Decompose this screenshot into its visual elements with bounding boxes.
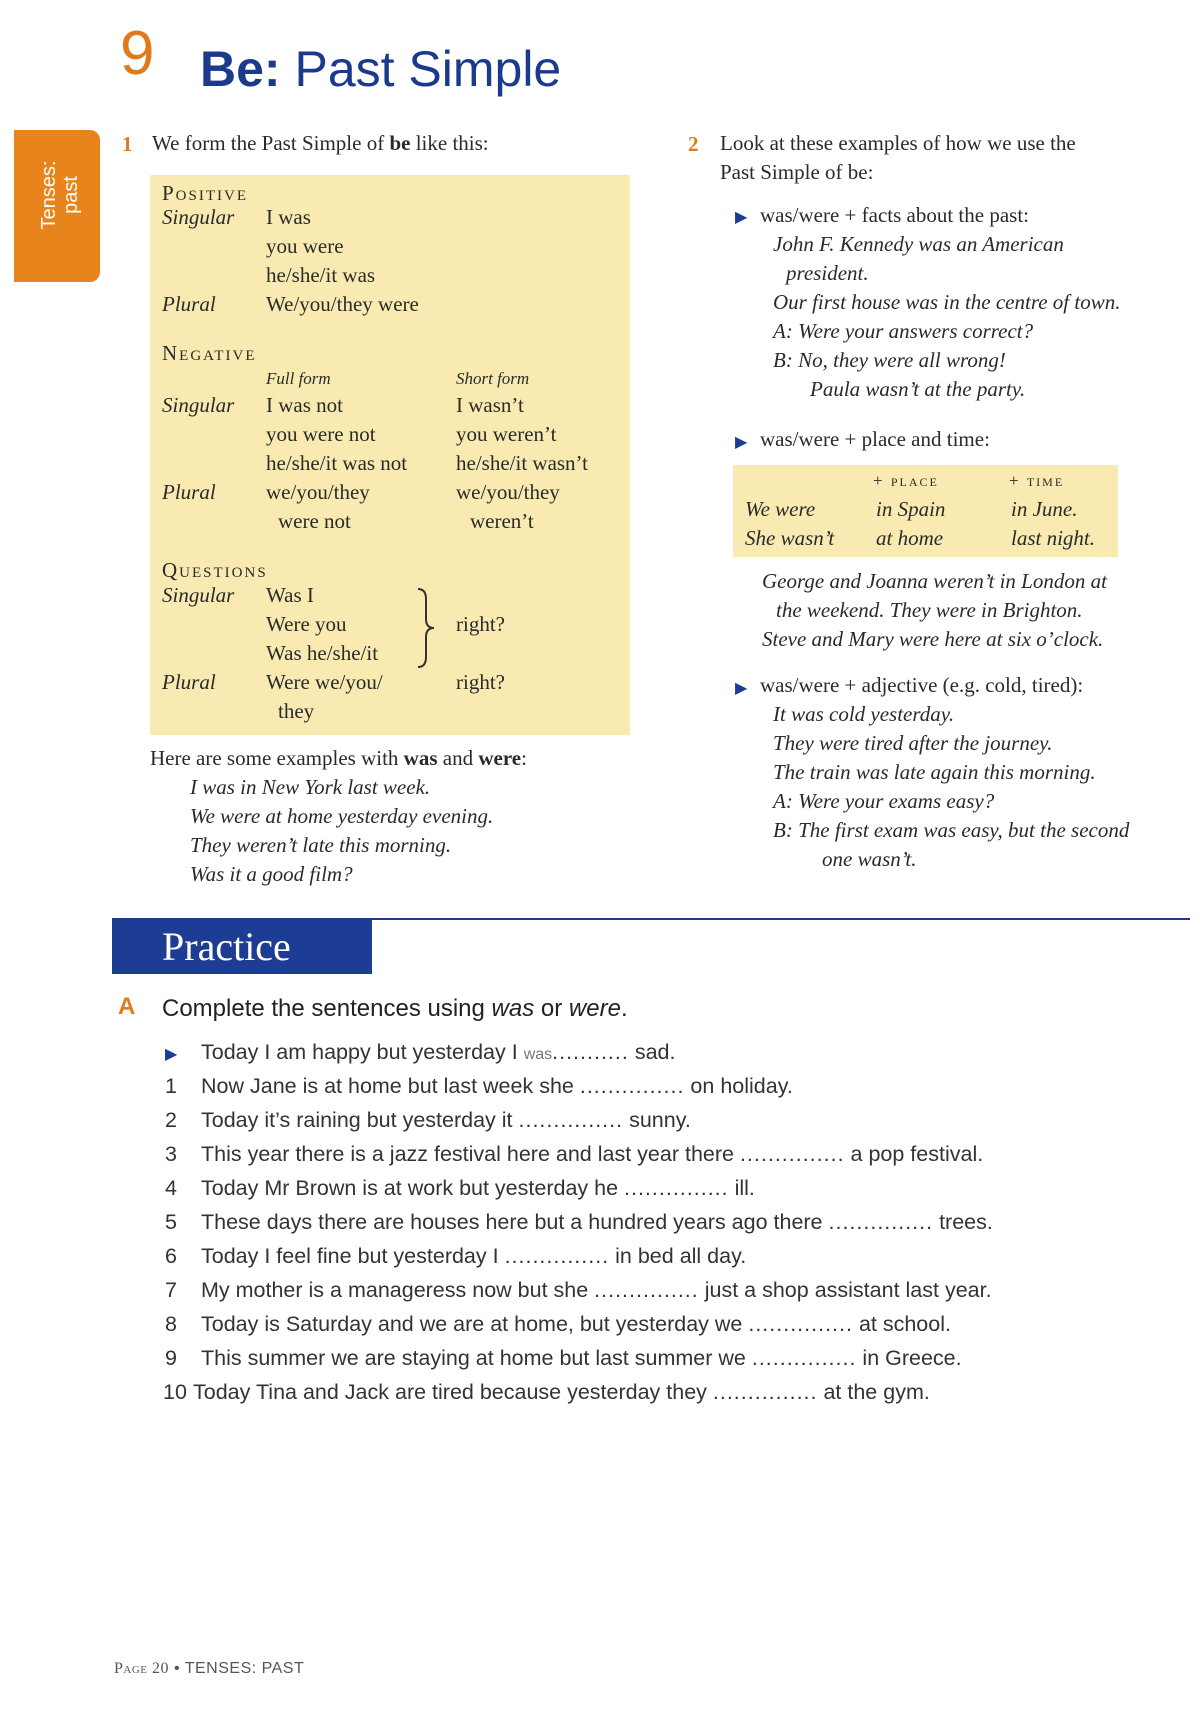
instruction-text: Complete the sentences using [162,995,492,1022]
bullet-3-line: A: Were your exams easy? [773,789,995,813]
positive-row: I was [266,205,311,229]
item-text: Today I feel fine but yesterday I [201,1244,505,1268]
item-text: Now Jane is at home but last week she [201,1074,580,1098]
negative-short: weren’t [470,509,534,533]
bullet-1-line: Our first house was in the centre of town. [773,290,1121,314]
item-number: 10 [163,1380,187,1404]
item-text: Today it’s raining but yesterday it [201,1108,519,1132]
bullet-2-line: Steve and Mary were here at six o’clock. [762,627,1104,651]
item-number: 7 [165,1278,177,1302]
negative-short: we/you/they [456,480,560,504]
footer-section: TENSES: PAST [184,1660,305,1677]
item-text-end: at the gym. [817,1380,930,1404]
questions-singular-label: Singular [162,583,235,607]
example-sentence: I was in New York last week. [190,775,431,799]
exercise-instruction [162,995,628,1023]
negative-plural-label: Plural [162,480,216,504]
item-text-end: on holiday. [684,1074,793,1098]
bullet-2-line: George and Joanna weren’t in London at [762,569,1107,593]
answer-blank[interactable]: ............... [624,1176,729,1200]
bullet-1-line: B: No, they were all wrong! [773,348,1006,372]
side-tab-line2: past [60,176,82,214]
item-number: 6 [165,1244,177,1268]
section-2-number: 2 [688,132,699,156]
negative-full: were not [278,509,351,533]
bullet-3-line: one wasn’t. [822,847,917,871]
bullet-1-line: John F. Kennedy was an American [773,232,1064,256]
question-row: Were we/you/ [266,670,383,694]
item-text: Today Tina and Jack are tired because yesterday they [193,1380,713,1404]
page-title [200,40,561,98]
negative-heading: Negative [162,341,257,365]
item-text: This year there is a jazz festival here and last year there [201,1142,740,1166]
answer-blank: ........... [552,1040,629,1064]
answer-blank[interactable]: ............... [594,1278,699,1302]
item-text-end: a pop festival. [844,1142,984,1166]
exercise-item [165,1312,951,1337]
bullet-arrow-icon: ▶ [735,680,748,697]
negative-short: you weren’t [456,422,557,446]
negative-full: we/you/they [266,480,370,504]
bullet-arrow-icon: ▶ [735,209,748,226]
bullet-3-line: B: The first exam was easy, but the second [773,818,1130,842]
table-cell: We were [745,497,816,521]
question-tail: right? [456,670,505,694]
item-text-end: ill. [728,1176,755,1200]
negative-singular-label: Singular [162,393,235,417]
example-item [165,1040,675,1065]
bullet-1-line: Paula wasn’t at the party. [810,377,1026,401]
positive-row: We/you/they were [266,292,419,316]
item-text: This summer we are staying at home but last summer we [201,1346,752,1370]
item-text: These days there are houses here but a hundred years ago there [201,1210,829,1234]
table-header-place: + place [873,471,939,490]
item-number: 8 [165,1312,177,1336]
item-number: 4 [165,1176,177,1200]
instruction-or: or [534,995,569,1022]
bullet-3-line: The train was late again this morning. [773,760,1096,784]
side-tab-line1: Tenses: [38,160,60,230]
practice-title: Practice [162,924,291,969]
item-number: 9 [165,1346,177,1370]
curly-brace-icon [414,587,436,669]
answer-blank[interactable]: ............... [751,1346,857,1370]
table-cell: She wasn’t [745,526,835,550]
bullet-arrow-icon: ▶ [735,434,748,451]
negative-full: I was not [266,393,343,417]
positive-row: he/she/it was [266,263,376,287]
answer-blank[interactable]: ............... [518,1108,624,1132]
bullet-2-head: was/were + place and time: [760,427,990,451]
table-cell: at home [876,526,944,550]
item-number: 5 [165,1210,177,1234]
negative-short: he/she/it wasn’t [456,451,589,475]
questions-heading: Questions [162,558,268,582]
play-arrow-icon: ▶ [165,1046,178,1063]
item-number: 2 [165,1108,177,1132]
positive-singular-label: Singular [162,205,235,229]
instruction-period: . [620,995,628,1022]
bullet-3-line: They were tired after the journey. [773,731,1053,755]
title-bold: Be: [200,41,281,97]
table-cell: in Spain [876,497,946,521]
negative-short: I wasn’t [456,393,524,417]
instruction-was: was [491,995,535,1022]
item-text-end: sunny. [623,1108,691,1132]
grammar-table-box [150,175,630,735]
item-number: 1 [165,1074,177,1098]
exercise-item [165,1176,755,1201]
answer-blank[interactable]: ............... [739,1142,845,1166]
item-number: 3 [165,1142,177,1166]
answer-blank[interactable]: ............... [579,1074,685,1098]
footer-page-number: Page 20 [114,1660,170,1677]
section-side-tab [14,130,100,282]
exercise-item [165,1142,983,1167]
positive-heading: Positive [162,181,249,205]
answer-blank[interactable]: ............... [748,1312,853,1336]
item-text-end: just a shop assistant last year. [698,1278,992,1302]
exercise-item [165,1278,992,1303]
short-form-label: Short form [456,369,530,388]
examples-intro-were: were [478,746,522,770]
section-2-intro-2: Past Simple of be: [720,160,874,184]
bullet-1-head: was/were + facts about the past: [760,203,1030,227]
instruction-were: were [568,995,621,1022]
item-text: Today I am happy but yesterday I [201,1040,524,1064]
intro-bold: be [389,131,411,155]
examples-intro-text: Here are some examples with [150,746,404,770]
question-row: Were you [266,612,347,636]
table-header-time: + time [1009,471,1065,490]
examples-intro [150,744,527,773]
example-answer: was [523,1046,553,1063]
example-sentence: They weren’t late this morning. [190,833,452,857]
exercise-letter: A [118,993,136,1020]
title-rest: Past Simple [280,41,562,97]
answer-blank[interactable]: ............... [504,1244,610,1268]
question-row: Was I [266,583,314,607]
bullet-2-line: the weekend. They were in Brighton. [776,598,1083,622]
question-tail: right? [456,612,505,636]
section-2-intro: Look at these examples of how we use the [720,131,1076,155]
item-text: Today Mr Brown is at work but yesterday he [201,1176,625,1200]
exercise-item [165,1108,691,1133]
examples-intro-colon: : [521,746,527,770]
intro-text-end: like this: [410,131,489,155]
questions-plural-label: Plural [162,670,216,694]
section-1-intro [152,129,489,158]
bullet-3-line: It was cold yesterday. [773,702,955,726]
example-sentence: We were at home yesterday evening. [190,804,494,828]
examples-intro-was: was [403,746,438,770]
full-form-label: Full form [266,369,331,388]
bullet-3-head: was/were + adjective (e.g. cold, tired): [760,673,1084,697]
example-sentence: Was it a good film? [190,862,353,886]
section-1-number: 1 [122,132,133,156]
bullet-1-line: A: Were your answers correct? [773,319,1034,343]
table-cell: last night. [1011,526,1096,550]
intro-text: We form the Past Simple of [152,131,390,155]
unit-number: 9 [120,19,155,88]
question-row: they [278,699,315,723]
place-time-table [733,465,1118,557]
item-text-end: at school. [852,1312,951,1336]
negative-full: you were not [266,422,376,446]
exercise-item [165,1074,793,1099]
examples-intro-and: and [437,746,479,770]
bullet-1-line: president. [786,261,869,285]
footer-separator: • [169,1660,185,1677]
item-text-end: trees. [933,1210,993,1234]
item-text-end: in Greece. [856,1346,962,1370]
exercise-item [165,1210,993,1235]
page-footer [114,1660,304,1678]
side-tab-label [38,140,82,250]
item-text-end: in bed all day. [609,1244,747,1268]
item-text: My mother is a manageress now but she [201,1278,595,1302]
item-text: Today is Saturday and we are at home, but yesterday we [201,1312,749,1336]
question-row: Was he/she/it [266,641,379,665]
exercise-item [163,1380,930,1405]
table-cell: in June. [1011,497,1078,521]
positive-plural-label: Plural [162,292,216,316]
answer-blank[interactable]: ............... [712,1380,818,1404]
exercise-item [165,1346,962,1371]
answer-blank[interactable]: ............... [828,1210,934,1234]
item-text-end: sad. [628,1040,676,1064]
negative-full: he/she/it was not [266,451,408,475]
exercise-item [165,1244,746,1269]
positive-row: you were [266,234,344,258]
